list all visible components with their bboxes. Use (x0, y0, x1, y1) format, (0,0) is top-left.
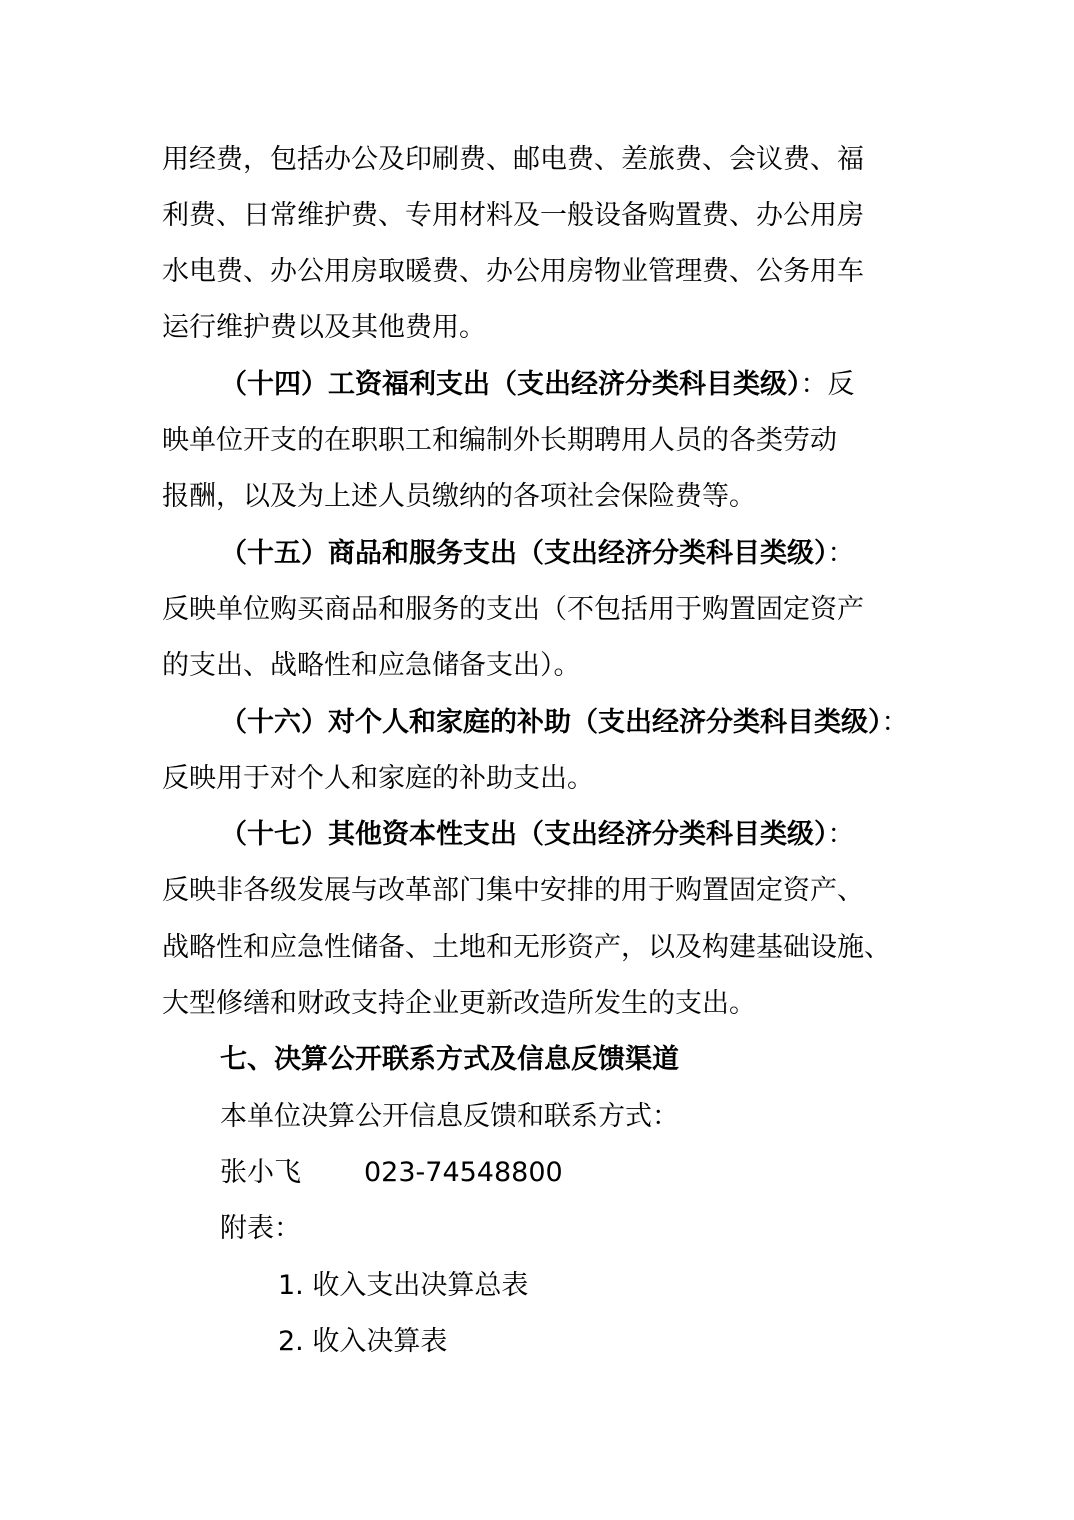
item15-heading: （十五）商品和服务支出（支出经济分类科目类级） (220, 538, 828, 569)
paragraph-line: 反映非各级发展与改革部门集中安排的用于购置固定资产、 (162, 875, 864, 906)
item17-heading: （十七）其他资本性支出（支出经济分类科目类级） (220, 819, 828, 850)
paragraph-line: 映单位开支的在职职工和编制外长期聘用人员的各类劳动 (162, 425, 837, 456)
item14-first-line (220, 365, 855, 405)
item14-heading: （十四）工资福利支出（支出经济分类科目类级） (220, 369, 801, 400)
paragraph-line: 反映用于对个人和家庭的补助支出。 (162, 763, 594, 794)
section-heading: 七、决算公开联系方式及信息反馈渠道 (220, 1044, 679, 1075)
paragraph-line: 战略性和应急性储备、土地和无形资产，以及构建基础设施、 (162, 932, 891, 963)
paragraph-line: 用经费，包括办公及印刷费、邮电费、差旅费、会议费、福 (162, 144, 864, 175)
paragraph-line: 的支出、战略性和应急储备支出）。 (162, 650, 581, 681)
attachments-label: 附表： (220, 1213, 301, 1244)
item15-first-line (220, 534, 855, 574)
paragraph-line: 运行维护费以及其他费用。 (162, 312, 486, 343)
paragraph-line: 反映单位购买商品和服务的支出（不包括用于购置固定资产 (162, 594, 864, 625)
item17-heading-tail: ： (827, 819, 855, 850)
item14-heading-tail: ：反 (800, 369, 855, 400)
item16-first-line (220, 703, 909, 743)
paragraph-line: 利费、日常维护费、专用材料及一般设备购置费、办公用房 (162, 200, 864, 231)
item15-heading-tail: ： (827, 538, 855, 569)
contact-phone: 023-74548800 (364, 1157, 563, 1188)
contact-name: 张小飞 (220, 1157, 301, 1188)
paragraph-line: 水电费、办公用房取暖费、办公用房物业管理费、公务用车 (162, 256, 864, 287)
attachment-item: 2. 收入决算表 (278, 1326, 448, 1357)
attachment-item: 1. 收入支出决算总表 (278, 1270, 529, 1301)
item16-heading-tail: ： (881, 707, 909, 738)
contact-intro: 本单位决算公开信息反馈和联系方式： (220, 1101, 679, 1132)
item17-first-line (220, 815, 855, 855)
paragraph-line: 大型修缮和财政支持企业更新改造所发生的支出。 (162, 988, 756, 1019)
paragraph-line: 报酬，以及为上述人员缴纳的各项社会保险费等。 (162, 481, 756, 512)
item16-heading: （十六）对个人和家庭的补助（支出经济分类科目类级） (220, 707, 882, 738)
